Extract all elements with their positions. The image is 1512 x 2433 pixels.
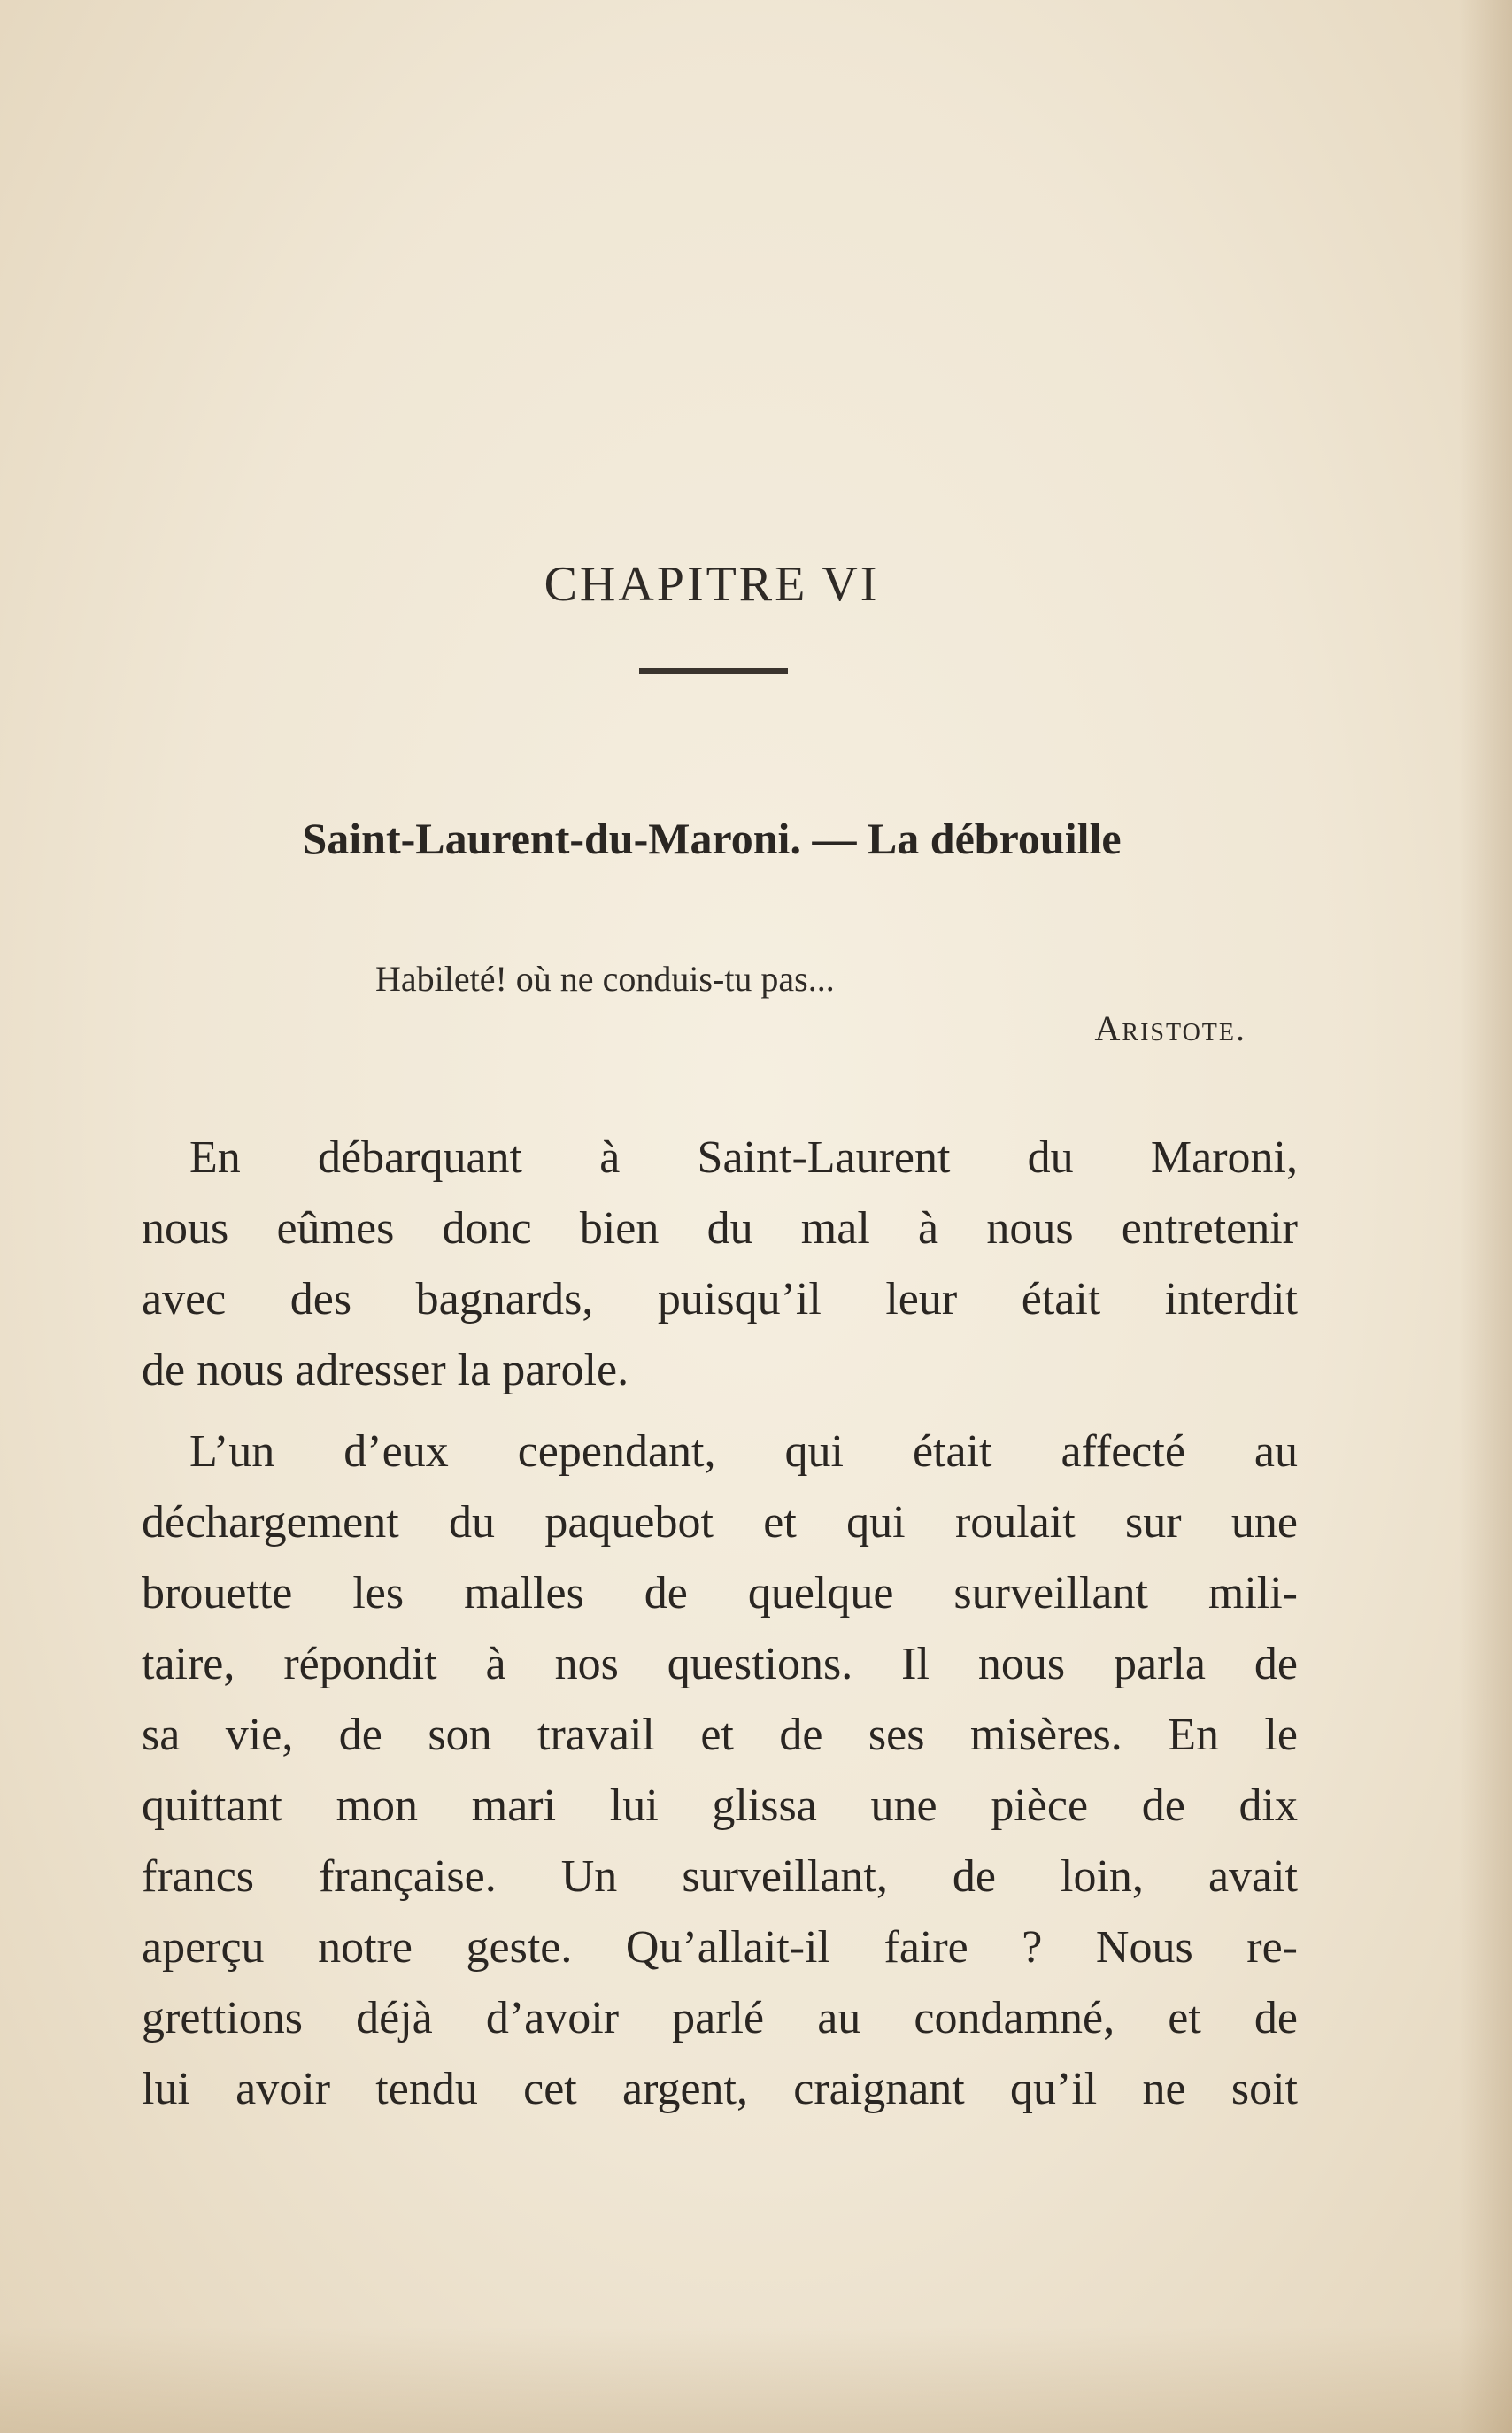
text-line: francs française. Un surveillant, de loin, avait xyxy=(142,1851,1298,1902)
text-line: L’un d’eux cependant, qui était affecté au xyxy=(189,1426,1298,1477)
text-line: brouette les malles de quelque surveillant mili- xyxy=(142,1568,1298,1618)
chapter-divider xyxy=(639,668,788,674)
text-line: En débarquant à Saint-Laurent du Maroni, xyxy=(189,1132,1298,1183)
text-line: lui avoir tendu cet argent, craignant qu’il ne soit xyxy=(142,2064,1298,2114)
text-line: grettions déjà d’avoir parlé au condamné, et de xyxy=(142,1993,1298,2043)
paragraph-1 xyxy=(142,1123,1298,1406)
page-edge-shadow xyxy=(1459,0,1512,2433)
paragraph-2 xyxy=(142,1417,1298,2125)
text-line: nous eûmes donc bien du mal à nous entretenir xyxy=(142,1203,1298,1254)
chapter-heading: CHAPITRE VI xyxy=(544,557,880,612)
text-line: sa vie, de son travail et de ses misères. En le xyxy=(142,1710,1298,1760)
text-line: aperçu notre geste. Qu’allait-il faire ? Nous re- xyxy=(142,1922,1298,1973)
text-line: de nous adresser la parole. xyxy=(142,1345,629,1395)
epigraph-author: Aristote. xyxy=(1094,1008,1246,1048)
text-line: quittant mon mari lui glissa une pièce de dix xyxy=(142,1780,1298,1831)
text-line: taire, répondit à nos questions. Il nous parla de xyxy=(142,1639,1298,1689)
page-bottom-shadow xyxy=(0,2327,1512,2433)
text-line: déchargement du paquebot et qui roulait sur une xyxy=(142,1497,1298,1548)
text-line: avec des bagnards, puisqu’il leur était interdit xyxy=(142,1274,1298,1325)
epigraph-quote: Habileté! où ne conduis-tu pas... xyxy=(375,959,835,999)
chapter-subtitle: Saint-Laurent-du-Maroni. — La débrouille xyxy=(302,814,1122,863)
